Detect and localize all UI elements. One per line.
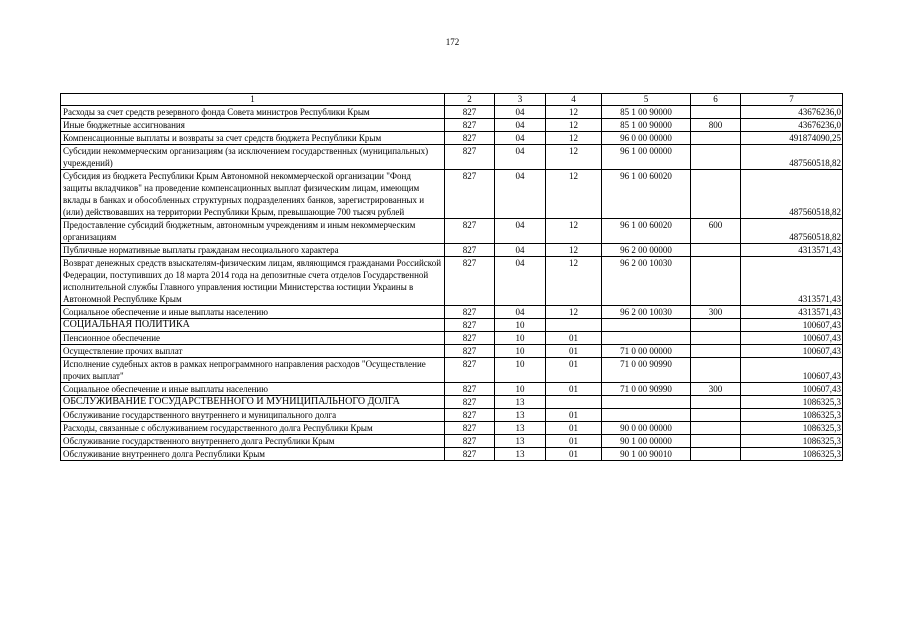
row-amount: 1086325,3 bbox=[741, 396, 843, 409]
row-section: 04 bbox=[495, 145, 546, 170]
row-target-article bbox=[602, 409, 691, 422]
row-description: Расходы за счет средств резервного фонда Совета министров Республики Крым bbox=[61, 106, 445, 119]
row-description: Осуществление прочих выплат bbox=[61, 345, 445, 358]
row-subsection bbox=[546, 319, 602, 332]
table-row bbox=[61, 319, 843, 332]
row-amount: 1086325,3 bbox=[741, 435, 843, 448]
row-expense-type bbox=[691, 435, 741, 448]
row-code: 827 bbox=[445, 170, 495, 219]
row-amount: 100607,43 bbox=[741, 383, 843, 396]
row-description: Исполнение судебных актов в рамках непрограммного направления расходов "Осуществление прочих выплат" bbox=[61, 358, 445, 383]
row-section: 10 bbox=[495, 345, 546, 358]
row-expense-type bbox=[691, 257, 741, 306]
row-amount: 4313571,43 bbox=[741, 244, 843, 257]
row-description: Субсидии некоммерческим организациям (за исключением государственных (муниципальных) учреждений) bbox=[61, 145, 445, 170]
row-expense-type bbox=[691, 396, 741, 409]
row-target-article bbox=[602, 396, 691, 409]
row-expense-type bbox=[691, 448, 741, 461]
row-expense-type bbox=[691, 332, 741, 345]
row-target-article: 71 0 00 90990 bbox=[602, 383, 691, 396]
table-row bbox=[61, 358, 843, 383]
column-header: 7 bbox=[741, 94, 843, 106]
row-subsection: 01 bbox=[546, 358, 602, 383]
column-header: 6 bbox=[691, 94, 741, 106]
row-target-article: 71 0 00 90990 bbox=[602, 358, 691, 383]
row-section: 13 bbox=[495, 422, 546, 435]
row-amount: 487560518,82 bbox=[741, 145, 843, 170]
budget-table bbox=[60, 93, 843, 461]
row-code: 827 bbox=[445, 132, 495, 145]
row-target-article: 90 0 00 00000 bbox=[602, 422, 691, 435]
row-description: Обслуживание государственного внутреннего и муниципального долга bbox=[61, 409, 445, 422]
row-subsection: 01 bbox=[546, 332, 602, 345]
row-section: 04 bbox=[495, 119, 546, 132]
row-amount: 100607,43 bbox=[741, 332, 843, 345]
row-code: 827 bbox=[445, 435, 495, 448]
table-row bbox=[61, 257, 843, 306]
column-header: 1 bbox=[61, 94, 445, 106]
row-target-article: 90 1 00 90010 bbox=[602, 448, 691, 461]
row-description: Социальное обеспечение и иные выплаты населению bbox=[61, 306, 445, 319]
row-section: 04 bbox=[495, 106, 546, 119]
row-target-article: 96 0 00 00000 bbox=[602, 132, 691, 145]
row-expense-type bbox=[691, 145, 741, 170]
row-subsection: 12 bbox=[546, 257, 602, 306]
row-subsection: 12 bbox=[546, 170, 602, 219]
row-amount: 4313571,43 bbox=[741, 257, 843, 306]
row-expense-type bbox=[691, 345, 741, 358]
row-code: 827 bbox=[445, 345, 495, 358]
row-section: 10 bbox=[495, 383, 546, 396]
row-code: 827 bbox=[445, 383, 495, 396]
row-code: 827 bbox=[445, 145, 495, 170]
row-code: 827 bbox=[445, 332, 495, 345]
row-section: 04 bbox=[495, 244, 546, 257]
row-amount: 43676236,0 bbox=[741, 119, 843, 132]
table-row bbox=[61, 244, 843, 257]
row-code: 827 bbox=[445, 306, 495, 319]
row-section: 04 bbox=[495, 306, 546, 319]
row-subsection: 12 bbox=[546, 145, 602, 170]
row-expense-type: 300 bbox=[691, 306, 741, 319]
row-section: 13 bbox=[495, 435, 546, 448]
row-target-article bbox=[602, 319, 691, 332]
row-subsection: 01 bbox=[546, 383, 602, 396]
row-code: 827 bbox=[445, 119, 495, 132]
row-target-article: 96 2 00 10030 bbox=[602, 306, 691, 319]
row-section: 13 bbox=[495, 448, 546, 461]
row-section: 10 bbox=[495, 358, 546, 383]
row-section: 04 bbox=[495, 257, 546, 306]
row-description: Пенсионное обеспечение bbox=[61, 332, 445, 345]
table-row bbox=[61, 306, 843, 319]
row-expense-type bbox=[691, 106, 741, 119]
row-description: Публичные нормативные выплаты гражданам несоциального характера bbox=[61, 244, 445, 257]
page-number: 172 bbox=[445, 37, 460, 47]
row-amount: 100607,43 bbox=[741, 358, 843, 383]
row-amount: 487560518,82 bbox=[741, 170, 843, 219]
row-description: Компенсационные выплаты и возвраты за счет средств бюджета Республики Крым bbox=[61, 132, 445, 145]
row-subsection: 12 bbox=[546, 132, 602, 145]
row-amount: 4313571,43 bbox=[741, 306, 843, 319]
row-expense-type bbox=[691, 132, 741, 145]
row-code: 827 bbox=[445, 257, 495, 306]
row-code: 827 bbox=[445, 358, 495, 383]
row-target-article: 96 1 00 60020 bbox=[602, 219, 691, 244]
row-code: 827 bbox=[445, 319, 495, 332]
row-subsection: 12 bbox=[546, 106, 602, 119]
row-code: 827 bbox=[445, 244, 495, 257]
row-expense-type: 600 bbox=[691, 219, 741, 244]
row-target-article: 85 1 00 90000 bbox=[602, 119, 691, 132]
row-subsection: 01 bbox=[546, 409, 602, 422]
row-expense-type bbox=[691, 244, 741, 257]
row-description: Обслуживание государственного внутреннего долга Республики Крым bbox=[61, 435, 445, 448]
row-description: ОБСЛУЖИВАНИЕ ГОСУДАРСТВЕННОГО И МУНИЦИПАЛЬНОГО ДОЛГА bbox=[61, 396, 445, 409]
row-section: 10 bbox=[495, 319, 546, 332]
row-subsection: 01 bbox=[546, 435, 602, 448]
row-amount: 100607,43 bbox=[741, 319, 843, 332]
table-row bbox=[61, 345, 843, 358]
row-amount: 43676236,0 bbox=[741, 106, 843, 119]
row-subsection: 01 bbox=[546, 345, 602, 358]
table-row bbox=[61, 119, 843, 132]
table-row bbox=[61, 145, 843, 170]
row-code: 827 bbox=[445, 219, 495, 244]
row-amount: 1086325,3 bbox=[741, 409, 843, 422]
table-row bbox=[61, 448, 843, 461]
row-description: Расходы, связанные с обслуживанием государственного долга Республики Крым bbox=[61, 422, 445, 435]
table-row bbox=[61, 422, 843, 435]
row-code: 827 bbox=[445, 422, 495, 435]
row-amount: 1086325,3 bbox=[741, 448, 843, 461]
row-section: 04 bbox=[495, 219, 546, 244]
table-row bbox=[61, 396, 843, 409]
column-header: 4 bbox=[546, 94, 602, 106]
row-target-article: 90 1 00 00000 bbox=[602, 435, 691, 448]
row-expense-type: 300 bbox=[691, 383, 741, 396]
table-row bbox=[61, 106, 843, 119]
row-target-article: 85 1 00 90000 bbox=[602, 106, 691, 119]
row-description: Субсидия из бюджета Республики Крым Автономной некоммерческой организации "Фонд защиты вкладчиков" на проведение компенсационных выплат физическим лицам, имеющим вклады в банках и обособленных структурных подразделениях банков, зарегистрированных и (или) действовавших на территории Республики Крым, превышающие 700 тысяч рублей bbox=[61, 170, 445, 219]
row-target-article: 71 0 00 00000 bbox=[602, 345, 691, 358]
row-section: 04 bbox=[495, 170, 546, 219]
row-description: Возврат денежных средств взыскателям-физическим лицам, являющимся гражданами Российской Федерации, поступивших до 18 марта 2014 года на депозитные счета отделов Государственной исполнительной службы Главного управления юстиции Министерства юстиции Украины в Автономной Республике Крым bbox=[61, 257, 445, 306]
row-section: 13 bbox=[495, 396, 546, 409]
row-description: Предоставление субсидий бюджетным, автономным учреждениям и иным некоммерческим организациям bbox=[61, 219, 445, 244]
row-section: 10 bbox=[495, 332, 546, 345]
row-section: 04 bbox=[495, 132, 546, 145]
table-row bbox=[61, 435, 843, 448]
table-row bbox=[61, 219, 843, 244]
row-code: 827 bbox=[445, 396, 495, 409]
row-description: Социальное обеспечение и иные выплаты населению bbox=[61, 383, 445, 396]
table-row bbox=[61, 409, 843, 422]
column-header: 3 bbox=[495, 94, 546, 106]
row-expense-type bbox=[691, 319, 741, 332]
row-amount: 100607,43 bbox=[741, 345, 843, 358]
row-subsection: 01 bbox=[546, 448, 602, 461]
row-code: 827 bbox=[445, 106, 495, 119]
row-target-article: 96 1 00 60020 bbox=[602, 170, 691, 219]
row-subsection: 12 bbox=[546, 306, 602, 319]
table-row bbox=[61, 332, 843, 345]
row-code: 827 bbox=[445, 409, 495, 422]
row-description: СОЦИАЛЬНАЯ ПОЛИТИКА bbox=[61, 319, 445, 332]
row-expense-type bbox=[691, 409, 741, 422]
row-subsection bbox=[546, 396, 602, 409]
row-target-article: 96 2 00 00000 bbox=[602, 244, 691, 257]
row-code: 827 bbox=[445, 448, 495, 461]
row-subsection: 12 bbox=[546, 244, 602, 257]
row-expense-type bbox=[691, 422, 741, 435]
row-subsection: 12 bbox=[546, 119, 602, 132]
column-header: 5 bbox=[602, 94, 691, 106]
row-target-article: 96 1 00 00000 bbox=[602, 145, 691, 170]
table-row bbox=[61, 132, 843, 145]
row-subsection: 12 bbox=[546, 219, 602, 244]
row-expense-type: 800 bbox=[691, 119, 741, 132]
row-expense-type bbox=[691, 170, 741, 219]
row-target-article: 96 2 00 10030 bbox=[602, 257, 691, 306]
row-amount: 487560518,82 bbox=[741, 219, 843, 244]
row-expense-type bbox=[691, 358, 741, 383]
row-target-article bbox=[602, 332, 691, 345]
row-amount: 491874090,25 bbox=[741, 132, 843, 145]
row-section: 13 bbox=[495, 409, 546, 422]
row-amount: 1086325,3 bbox=[741, 422, 843, 435]
header-row bbox=[61, 94, 843, 106]
row-description: Обслуживание внутреннего долга Республики Крым bbox=[61, 448, 445, 461]
table-row bbox=[61, 170, 843, 219]
row-subsection: 01 bbox=[546, 422, 602, 435]
column-header: 2 bbox=[445, 94, 495, 106]
table-row bbox=[61, 383, 843, 396]
row-description: Иные бюджетные ассигнования bbox=[61, 119, 445, 132]
